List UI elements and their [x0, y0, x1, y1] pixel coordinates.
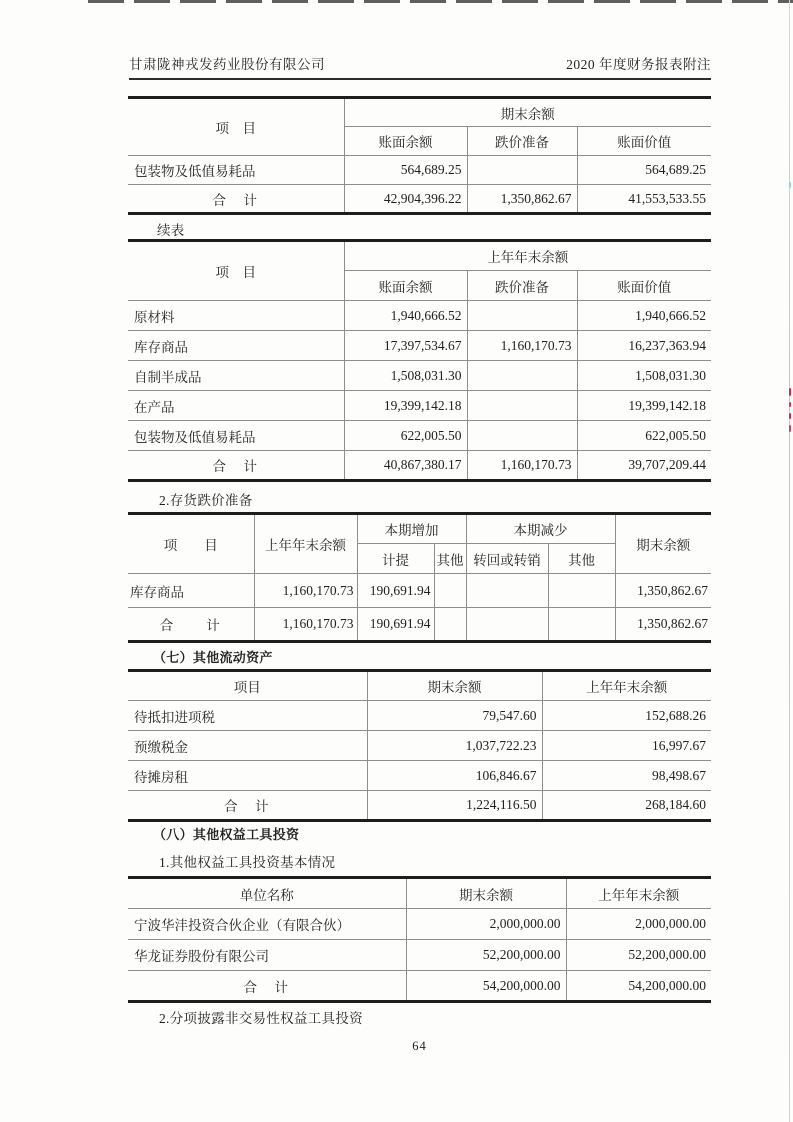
row-item-label: 原材料 [128, 301, 344, 331]
table-header-row [128, 241, 711, 271]
column-header-accrual: 计提 [357, 544, 434, 574]
table-total-row [128, 791, 711, 821]
column-header-book-value: 账面价值 [577, 127, 711, 156]
row-provision [467, 301, 577, 331]
total-label: 合 计 [128, 185, 344, 214]
subsection-equity-nontrading: 2.分项披露非交易性权益工具投资 [159, 1011, 363, 1026]
scan-artifact-speck [789, 413, 791, 419]
row-prior-balance: 2,000,000.00 [566, 909, 711, 940]
total-book-balance: 42,904,396.22 [344, 185, 467, 214]
other-current-assets-table [128, 669, 711, 822]
total-other-decrease [548, 608, 615, 642]
column-header-prior-balance: 上年年末余额 [254, 514, 357, 574]
section-other-current-assets: （七）其他流动资产 [153, 650, 273, 665]
row-entity-name: 宁波华沣投资合伙企业（有限合伙） [128, 909, 406, 940]
row-item-label: 包装物及低值易耗品 [128, 156, 344, 185]
subsection-equity-basic-info: 1.其他权益工具投资基本情况 [159, 855, 336, 870]
scan-artifact-top-edge [88, 0, 793, 3]
table-row [128, 361, 711, 391]
continued-table-label: 续表 [157, 223, 185, 238]
row-book-value: 1,940,666.52 [577, 301, 711, 331]
row-item-label: 库存商品 [128, 331, 344, 361]
column-header-book-balance: 账面余额 [344, 271, 467, 301]
column-header-group-ending: 期末余额 [344, 98, 711, 127]
row-accrual: 190,691.94 [357, 574, 434, 608]
section-inventory-provision: 2.存货跌价准备 [159, 493, 253, 508]
table-row [128, 701, 711, 731]
row-book-balance: 1,940,666.52 [344, 301, 467, 331]
row-item-label: 待抵扣进项税 [128, 701, 367, 731]
table-row [128, 940, 711, 971]
total-reversal [466, 608, 548, 642]
page-header [129, 53, 711, 80]
row-item-label: 在产品 [128, 391, 344, 421]
total-book-value: 41,553,533.55 [577, 185, 711, 214]
total-book-value: 39,707,209.44 [577, 451, 711, 481]
row-prior-balance: 152,688.26 [542, 701, 711, 731]
table-total-row [128, 451, 711, 481]
table-row [128, 391, 711, 421]
total-accrual: 190,691.94 [357, 608, 434, 642]
row-ending-balance: 1,350,862.67 [615, 574, 711, 608]
table-header-row [128, 878, 711, 909]
row-ending-balance: 106,846.67 [367, 761, 542, 791]
row-ending-balance: 79,547.60 [367, 701, 542, 731]
row-item-label: 自制半成品 [128, 361, 344, 391]
column-header-ending-balance: 期末余额 [367, 671, 542, 701]
scan-artifact-speck [789, 182, 791, 188]
total-other-increase [434, 608, 466, 642]
table-total-row [128, 185, 711, 214]
table-header-row [128, 514, 711, 544]
scan-artifact-speck [789, 388, 791, 396]
row-provision [467, 361, 577, 391]
row-item-label: 预缴税金 [128, 731, 367, 761]
column-header-prior-balance: 上年年末余额 [542, 671, 711, 701]
table-total-row [128, 971, 711, 1002]
column-header-group-decrease: 本期减少 [466, 514, 615, 544]
total-ending-balance: 54,200,000.00 [406, 971, 566, 1002]
column-header-ending-balance: 期末余额 [615, 514, 711, 574]
row-book-balance: 1,508,031.30 [344, 361, 467, 391]
row-item-label: 包装物及低值易耗品 [128, 421, 344, 451]
row-provision [467, 391, 577, 421]
total-label: 合 计 [128, 791, 367, 821]
row-book-balance: 622,005.50 [344, 421, 467, 451]
column-header-entity: 单位名称 [128, 878, 406, 909]
row-prior-balance: 52,200,000.00 [566, 940, 711, 971]
inventory-ending-balance-table [128, 96, 711, 215]
row-prior-balance: 16,997.67 [542, 731, 711, 761]
table-header-row [128, 671, 711, 701]
row-provision [467, 421, 577, 451]
column-header-ending-balance: 期末余额 [406, 878, 566, 909]
row-provision [467, 156, 577, 185]
row-book-value: 622,005.50 [577, 421, 711, 451]
column-header-prior-balance: 上年年末余额 [566, 878, 711, 909]
company-name: 甘肃陇神戎发药业股份有限公司 [129, 57, 325, 72]
row-item-label: 待摊房租 [128, 761, 367, 791]
table-total-row [128, 608, 711, 642]
table-row [128, 909, 711, 940]
inventory-prior-year-table [128, 239, 711, 482]
row-item-label: 库存商品 [128, 574, 254, 608]
inventory-provision-table [128, 512, 711, 643]
row-ending-balance: 52,200,000.00 [406, 940, 566, 971]
table-row [128, 731, 711, 761]
total-label: 合 计 [128, 451, 344, 481]
page-number: 64 [412, 1039, 427, 1053]
column-header-provision: 跌价准备 [467, 127, 577, 156]
row-other-decrease [548, 574, 615, 608]
total-provision: 1,350,862.67 [467, 185, 577, 214]
table-row [128, 761, 711, 791]
column-header-group-increase: 本期增加 [357, 514, 466, 544]
table-row [128, 574, 711, 608]
row-book-value: 19,399,142.18 [577, 391, 711, 421]
column-header-item: 项 目 [128, 98, 344, 156]
row-other-increase [434, 574, 466, 608]
row-provision: 1,160,170.73 [467, 331, 577, 361]
row-book-balance: 19,399,142.18 [344, 391, 467, 421]
row-prior-balance: 1,160,170.73 [254, 574, 357, 608]
column-header-item: 项 目 [128, 514, 254, 574]
column-header-book-balance: 账面余额 [344, 127, 467, 156]
section-other-equity-investments: （八）其他权益工具投资 [153, 827, 300, 842]
total-book-balance: 40,867,380.17 [344, 451, 467, 481]
total-prior-balance: 268,184.60 [542, 791, 711, 821]
column-header-provision: 跌价准备 [467, 271, 577, 301]
table-row [128, 331, 711, 361]
total-provision: 1,160,170.73 [467, 451, 577, 481]
table-row [128, 301, 711, 331]
total-ending-balance: 1,224,116.50 [367, 791, 542, 821]
row-prior-balance: 98,498.67 [542, 761, 711, 791]
column-header-reversal: 转回或转销 [466, 544, 548, 574]
report-title: 2020 年度财务报表附注 [566, 57, 711, 72]
column-header-item: 项目 [128, 671, 367, 701]
column-header-item: 项 目 [128, 241, 344, 301]
row-book-balance: 564,689.25 [344, 156, 467, 185]
column-header-other-decrease: 其他 [548, 544, 615, 574]
total-label: 合 计 [128, 971, 406, 1002]
column-header-book-value: 账面价值 [577, 271, 711, 301]
total-label: 合 计 [128, 608, 254, 642]
total-prior-balance: 1,160,170.73 [254, 608, 357, 642]
row-book-value: 564,689.25 [577, 156, 711, 185]
row-ending-balance: 2,000,000.00 [406, 909, 566, 940]
total-prior-balance: 54,200,000.00 [566, 971, 711, 1002]
row-book-value: 1,508,031.30 [577, 361, 711, 391]
row-reversal [466, 574, 548, 608]
table-row [128, 156, 711, 185]
row-book-value: 16,237,363.94 [577, 331, 711, 361]
equity-investments-table [128, 876, 711, 1003]
scan-artifact-speck [789, 425, 791, 432]
row-ending-balance: 1,037,722.23 [367, 731, 542, 761]
row-book-balance: 17,397,534.67 [344, 331, 467, 361]
scan-artifact-right-edge [789, 0, 790, 1122]
table-row [128, 421, 711, 451]
column-header-group-prior: 上年年末余额 [344, 241, 711, 271]
column-header-other-increase: 其他 [434, 544, 466, 574]
total-ending-balance: 1,350,862.67 [615, 608, 711, 642]
row-entity-name: 华龙证券股份有限公司 [128, 940, 406, 971]
scan-artifact-speck [789, 402, 791, 407]
table-header-row [128, 98, 711, 127]
